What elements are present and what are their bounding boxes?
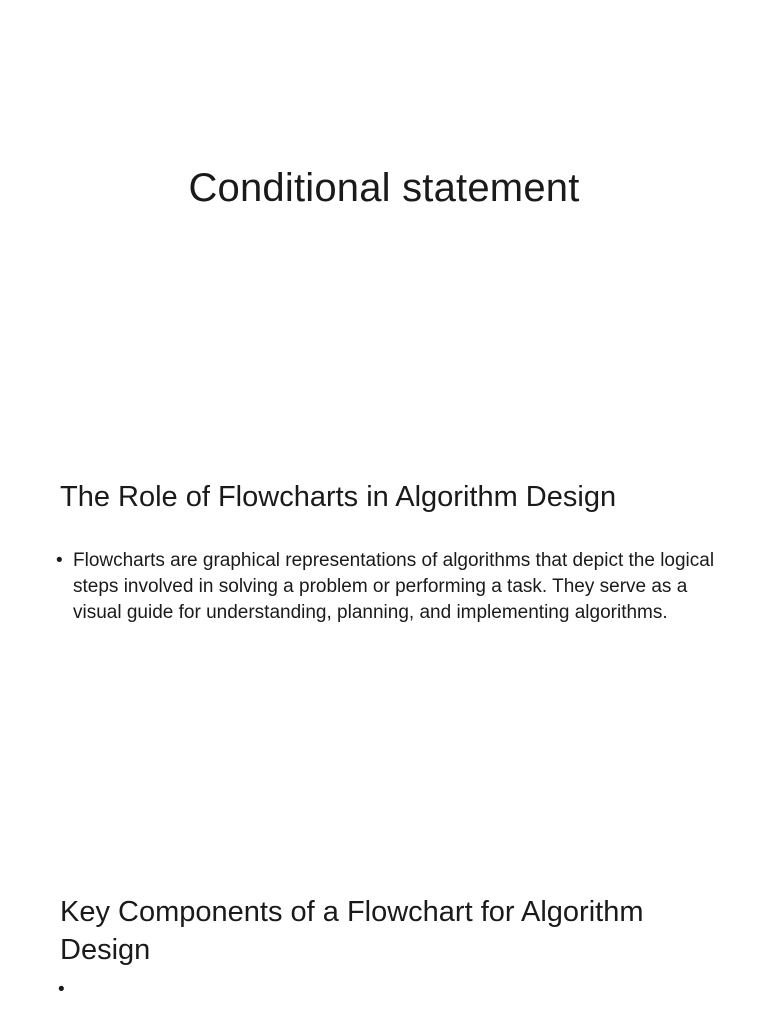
bullet-item — [56, 548, 720, 626]
empty-bullet-marker: • — [58, 979, 65, 1000]
slide-title: Conditional statement — [188, 166, 580, 210]
section-heading-flowchart-role: The Role of Flowcharts in Algorithm Design — [60, 481, 617, 513]
bullet-marker: • — [56, 550, 63, 571]
bullet-text: Flowcharts are graphical representations of algorithms that depict the logical steps involved in solving a problem or performing a task. They serve as a visual guide for understanding, planning, and implementing algorithms. — [73, 550, 715, 623]
bullet-list — [56, 548, 720, 626]
section-heading-key-components: Key Components of a Flowchart for Algorithm Design — [60, 896, 644, 966]
